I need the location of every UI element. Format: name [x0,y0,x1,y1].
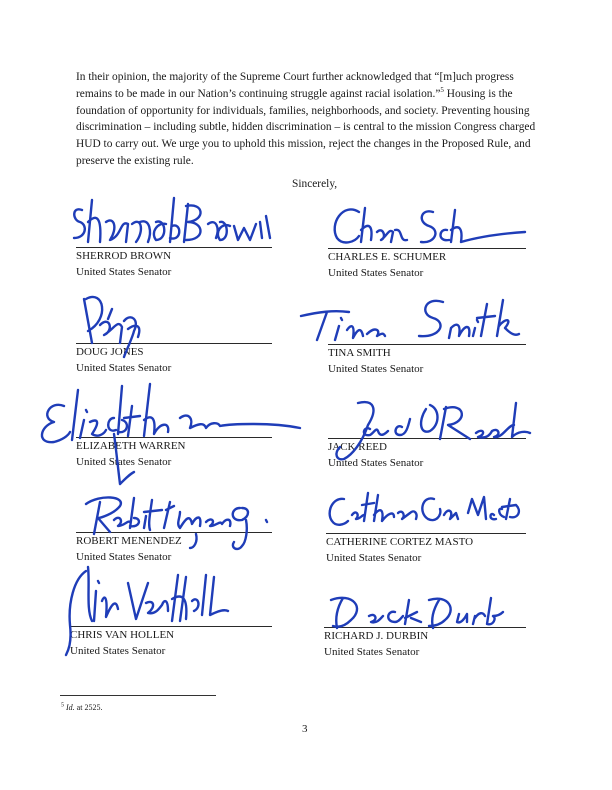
signature-tina-smith [295,290,525,350]
signatory-name: JACK REED [328,441,387,453]
footnote-divider [60,695,216,696]
signatory-name: CHARLES E. SCHUMER [328,251,447,263]
signature-richard-durbin [325,590,505,635]
signatory-title: United States Senator [70,645,166,657]
signatory-title: United States Senator [76,362,172,374]
signatory-name: ROBERT MENENDEZ [76,535,182,547]
closing-salutation: Sincerely, [292,178,338,190]
signature-chris-van-hollen [60,555,235,660]
signature-sherrod-brown [70,192,275,252]
page-number: 3 [302,723,308,735]
signature-doug-jones [70,285,150,360]
signatory-title: United States Senator [328,363,424,375]
body-paragraph [76,69,552,170]
signatory-title: United States Senator [328,267,424,279]
signatory-title: United States Senator [76,551,172,563]
signatory-name: DOUG JONES [76,346,144,358]
footnote-number: 5 [61,702,64,709]
signature-jack-reed [330,395,535,467]
signatory-title: United States Senator [76,266,172,278]
signature-robert-menendez [70,490,295,560]
signatory-title: United States Senator [76,456,172,468]
signatory-name: SHERROD BROWN [76,250,172,262]
signatory-title: United States Senator [328,457,424,469]
signatory-name: CATHERINE CORTEZ MASTO [326,536,474,548]
footnote [61,703,102,712]
footnote-text: at 2525. [74,703,103,712]
signatory-name: TINA SMITH [328,347,391,359]
signatory-title: United States Senator [324,646,420,658]
signatory-name: CHRIS VAN HOLLEN [70,629,175,641]
signatory-title: United States Senator [326,552,422,564]
signatory-name: ELIZABETH WARREN [76,440,186,452]
signature-elizabeth-warren [30,378,305,488]
footnote-citation: Id. [66,703,75,712]
signature-charles-schumer [325,198,535,253]
paragraph-text-part1: In their opinion, the majority of the Supreme Court further acknowledged that “[m]uch progress remains to be made in our Nation’s continuing struggle against racial isolation.” [76,71,514,100]
signature-catherine-cortez-masto [322,485,522,550]
footnote-reference: 5 [440,86,444,94]
paragraph-text-part2: Housing is the foundation of opportunity for individuals, families, neighborhoods, and society. Preventing housing discrimination – including subtle, hidden discrimination – is central to the mission Congress charged HUD to carry out. We urge you to uphold this mission, reject the changes in the Proposed Rule, and preserve the existing rule. [76,87,536,167]
signatory-name: RICHARD J. DURBIN [324,630,429,642]
